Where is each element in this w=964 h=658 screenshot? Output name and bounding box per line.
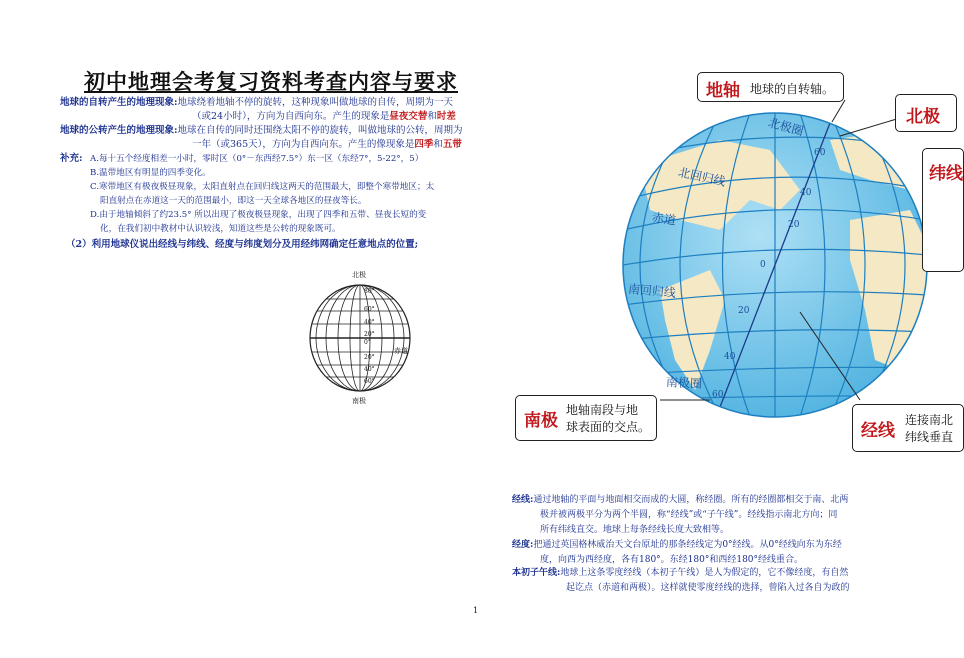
rotation-hl-2: 时差 bbox=[436, 111, 456, 122]
big-globe bbox=[600, 100, 950, 430]
deg-label-5: 40 bbox=[724, 352, 736, 362]
small-globe-lat-2: 40° bbox=[364, 319, 375, 326]
rotation-and: 和 bbox=[427, 111, 437, 122]
small-globe-south: 南极 bbox=[352, 397, 366, 405]
callout-parallel bbox=[922, 148, 964, 272]
rotation-hl-1: 昼夜交替 bbox=[389, 111, 428, 122]
callout-south-pole bbox=[515, 395, 657, 441]
callout-meridian bbox=[852, 404, 964, 452]
small-globe-lat-5: 20° bbox=[364, 354, 375, 361]
callout-axis-key: 地轴 bbox=[706, 81, 740, 101]
label-antarctic-circle: 南极圈 bbox=[665, 375, 703, 391]
revolution-label: 地球的公转产生的地理现象: bbox=[60, 125, 178, 136]
callout-north-pole bbox=[895, 94, 957, 132]
prime-meridian-line-1 bbox=[512, 566, 848, 581]
deg-label-6: 60 bbox=[712, 390, 724, 400]
rotation-line-2 bbox=[192, 110, 456, 124]
small-globe-lat-3: 20° bbox=[364, 331, 375, 338]
revolution-hl-1: 四季 bbox=[414, 139, 434, 150]
callout-meridian-text-1: 连接南北 bbox=[905, 413, 954, 427]
callout-north-key: 北极 bbox=[906, 107, 940, 127]
revolution-text-1: 地球在自传的同时还围绕太阳不停的旋转，叫做地球的公转，周期为 bbox=[177, 125, 463, 136]
revolution-text-2: 一年（或365天），方向为自西向东。产生的像现象是 bbox=[192, 139, 415, 150]
small-globe-equator: 赤道 bbox=[394, 347, 408, 355]
label-equator: 赤道 bbox=[651, 210, 677, 228]
supplement-d1: D.由于地轴倾斜了约23.5° 所以出现了极夜极昼现象，出现了四季和五带、昼夜长短的变 bbox=[90, 210, 427, 220]
supplement-c1: C.寒带地区有极夜极昼现象，太阳直射点在回归线这两天的范围最大，即整个寒带地区；太 bbox=[90, 182, 435, 192]
label-tropic-cancer: 北回归线 bbox=[676, 165, 727, 189]
prime-meridian-text-2: 起讫点（赤道和两极）。这样就使零度经线的选择，曾陷入过各自为政的 bbox=[566, 583, 850, 593]
big-globe-graphic bbox=[600, 100, 950, 430]
deg-label-2: 20 bbox=[788, 220, 800, 230]
rotation-line-1 bbox=[60, 96, 453, 110]
supplement-c2: 阳直射点在赤道这一天的范围最小，即这一天全球各地区的昼夜等长。 bbox=[100, 196, 367, 206]
meridian-def-label: 经线: bbox=[512, 495, 534, 505]
callout-axis-text: 地球的自转轴。 bbox=[750, 82, 835, 96]
question-2: （2）利用地球仪说出经线与纬线、经度与纬度划分及用经纬网确定任意地点的位置; bbox=[66, 239, 419, 250]
rotation-text-1: 地球绕着地轴不停的旋转，这种现象叫做地球的自传，周期为一天 bbox=[177, 97, 454, 108]
revolution-and: 和 bbox=[433, 139, 443, 150]
supplement-a: A.每十五个经度相差一小时，零时区（0°－东西经7.5°）东一区（东经7°，5-22°，5） bbox=[90, 154, 424, 164]
meridian-def-text-2: 极并被两极平分为两个半圆，称“经线”或“子午线”。经线指示南北方向；同 bbox=[540, 510, 838, 520]
label-arctic-circle: 北极圈 bbox=[766, 115, 806, 139]
small-globe-lat-7: 60° bbox=[364, 378, 375, 385]
longitude-def-text-1: 把通过英国格林威治天文台原址的那条经线定为0°经线。从0°经线向东为东经 bbox=[533, 540, 842, 550]
callout-meridian-text-2: 纬线垂直 bbox=[905, 430, 954, 444]
prime-meridian-text-1: 地球上这条零度经线（本初子午线）是人为假定的，它不像经度，有自然 bbox=[560, 568, 849, 578]
callout-south-text-1: 地轴南段与地 bbox=[566, 403, 639, 417]
small-globe-north: 北极 bbox=[352, 271, 366, 279]
revolution-line-1 bbox=[60, 124, 463, 138]
supplement-d2: 化，在我们初中教材中认识较浅，知道这些是公转的现象既可。 bbox=[100, 224, 341, 234]
deg-label-4: 20 bbox=[738, 306, 750, 316]
revolution-hl-2: 五带 bbox=[442, 139, 462, 150]
callout-south-key: 南极 bbox=[524, 411, 558, 431]
meridian-def-text-3: 所有纬线直交。地球上每条经线长度大致相等。 bbox=[540, 525, 730, 535]
longitude-def-label: 经度: bbox=[512, 540, 534, 550]
small-globe-graphic bbox=[290, 268, 430, 408]
longitude-def-line-1 bbox=[512, 538, 842, 553]
small-globe-lat-1: 60° bbox=[364, 306, 375, 313]
supplement-label: 补充: bbox=[60, 153, 83, 164]
callout-axis bbox=[697, 72, 844, 102]
callout-parallel-key: 纬线 bbox=[929, 164, 963, 184]
small-globe-lat-0: 80° bbox=[364, 288, 375, 295]
prime-meridian-label: 本初子午线: bbox=[512, 568, 561, 578]
rotation-label: 地球的自转产生的地理现象: bbox=[60, 97, 178, 108]
small-globe bbox=[290, 268, 430, 408]
meridian-def-line-1 bbox=[512, 493, 848, 508]
deg-label-0: 60 bbox=[814, 148, 826, 158]
page-number: 1 bbox=[473, 606, 479, 615]
callout-meridian-key: 经线 bbox=[861, 421, 895, 441]
deg-label-3: 0 bbox=[760, 260, 766, 270]
meridian-def-text-1: 通过地轴的平面与地面相交而成的大圆，称经圈。所有的经圈都相交于南、北两 bbox=[533, 495, 849, 505]
rotation-text-2: （或24小时），方向为自西向东。产生的现象是 bbox=[192, 111, 390, 122]
deg-label-1: 40 bbox=[800, 188, 812, 198]
revolution-line-2 bbox=[192, 138, 462, 152]
small-globe-lat-6: 40° bbox=[364, 366, 375, 373]
callout-south-text-2: 球表面的交点。 bbox=[566, 420, 651, 434]
supplement-b: B.温带地区有明显的四季变化。 bbox=[90, 168, 211, 178]
small-globe-lat-4: 0° bbox=[364, 339, 371, 346]
label-tropic-capricorn: 南回归线 bbox=[627, 281, 677, 301]
page-title: 初中地理会考复习资料考查内容与要求 bbox=[84, 69, 458, 94]
longitude-def-text-2: 度，向西为西经度，各有180°。东经180°和西经180°经线重合。 bbox=[540, 555, 804, 565]
